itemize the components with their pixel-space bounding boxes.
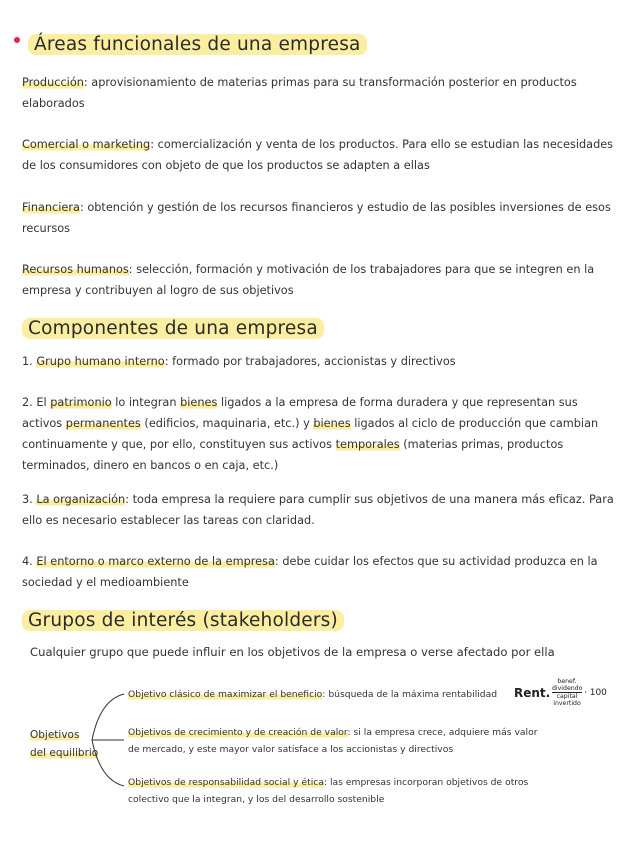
formula-fraction: benef. dividendo capital invertido (552, 678, 583, 707)
area-produccion: Producción: aprovisionamiento de materias primas para su transformación posterior en productos elaborados (22, 76, 577, 110)
componente-1: 1. Grupo humano interno: formado por trabajadores, accionistas y directivos (22, 355, 456, 368)
section-title-componentes: Componentes de una empresa (22, 318, 324, 339)
objetivo-crecimiento: Objetivos de crecimiento y de creación de valor: si la empresa crece, adquiere más valor de mercado, y este mayor valor satisface a los accionistas y directivos (128, 727, 538, 755)
componente-3: 3. La organización: toda empresa la requiere para cumplir sus objetivos de una manera más eficaz. Para ello es necesario establecer las tareas con claridad. (22, 493, 614, 527)
notes-page: Áreas funcionales de una empresa Producción: aprovisionamiento de materias primas para su transformación posterior en productos elaborados Comercial o marketing: comercialización y venta de los productos. Para ello se estudian las necesidades de los consumidores con objeto de que los productos se adapten a ellas Financiera: obtención y gestión de los recursos financieros y estudio de las posibles inversiones de esos recursos Recursos humanos: selección, formación y motivación de los trabajadores para que se integren en la empresa y contribuyen al logro de sus objetivos Componentes de una empresa 1. Grupo humano interno: formado por trabajadores, accionistas y directivos 2. El patrimonio lo integran bienes ligados a la empresa de forma duradera y que representan sus activos permanentes (edificios, maquinaria, etc.) y bienes ligados al ciclo de producción que cambian continuamente y que, por ello, constituyen sus activos temporales (materias primas, productos terminados, dinero en bancos o en caja, etc.) 3. La organización: toda empresa la requiere para cumplir sus objetivos de una manera más eficaz. Para ello es necesario establecer las tareas con claridad. 4. El entorno o marco externo de la empresa: debe cuidar los efectos que su actividad produzca en la sociedad y el medioambiente Grupos de interés (stakeholders) Cualquier grupo que puede influir en los objetivos de la empresa o verse afectado por ella Objetivos del equilibrio Objetivo clásico de maximizar el beneficio: búsqueda de la máxima rentabilidad Objetivos de crecimiento y de creación de valor: si la empresa crece, adquiere más valor de mercado, y este mayor valor satisface a los accionistas y directivos Objetivos de responsabilidad social y ética: las empresas incorporan objetivos de otros colectivo que la integran, y los del desarrollo sostenible Rent. benef. dividendo capital invertido · 100 (0, 0, 636, 848)
section-title-areas: Áreas funcionales de una empresa (28, 34, 367, 55)
componente-2: 2. El patrimonio lo integran bienes ligados a la empresa de forma duradera y que representan sus activos permanentes (edificios, maquinaria, etc.) y bienes ligados al ciclo de producción que cambian continuamente y que, por ello, constituyen sus activos temporales (materias primas, productos terminados, dinero en bancos o en caja, etc.) (22, 396, 599, 472)
area-recursos-humanos: Recursos humanos: selección, formación y motivación de los trabajadores para que se integren en la empresa y contribuyen al logro de sus objetivos (22, 263, 595, 297)
objetivos-label: Objetivos del equilibrio (30, 729, 99, 759)
objetivo-responsabilidad-social: Objetivos de responsabilidad social y ética: las empresas incorporan objetivos de otros colectivo que la integran, y los del desarrollo sostenible (128, 777, 529, 805)
area-financiera: Financiera: obtención y gestión de los recursos financieros y estudio de las posibles inversiones de esos recursos (22, 201, 611, 235)
area-comercial: Comercial o marketing: comercialización y venta de los productos. Para ello se estudian las necesidades de los consumidores con objeto de que los productos se adapten a ellas (22, 138, 614, 172)
componente-4: 4. El entorno o marco externo de la empresa: debe cuidar los efectos que su actividad produzca en la sociedad y el medioambiente (22, 555, 598, 589)
section-title-stakeholders: Grupos de interés (stakeholders) (22, 610, 344, 631)
stakeholders-definition: Cualquier grupo que puede influir en los objetivos de la empresa o verse afectado por ella (30, 645, 555, 659)
objetivo-maximizar-beneficio: Objetivo clásico de maximizar el beneficio: búsqueda de la máxima rentabilidad (128, 689, 498, 700)
